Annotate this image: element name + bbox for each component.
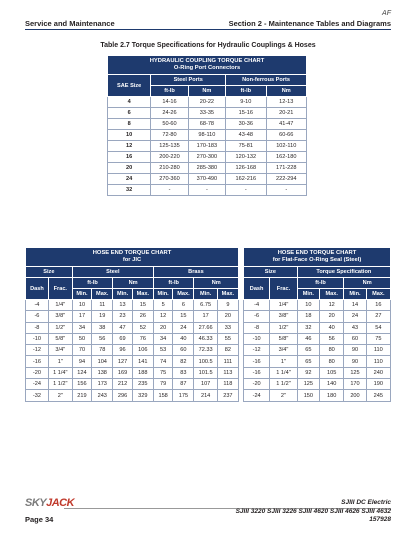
header-section-left: Service and Maintenance [25, 19, 115, 28]
table-row [26, 390, 239, 401]
table-cell: 60-66 [266, 130, 306, 141]
table-cell: 17 [72, 311, 91, 322]
table-cell: 190 [366, 379, 390, 390]
table-cell: 90 [344, 345, 366, 356]
table-cell: 90 [344, 356, 366, 367]
sae-size-header: SAE Size [108, 75, 151, 97]
flatface-table-title: HOSE END TORQUE CHART for Flat-Face O-Ring Seal (Steel) [244, 248, 391, 267]
table-cell: 105 [320, 367, 344, 378]
table-cell: 1 1/4" [48, 367, 72, 378]
table-cell: 3/8" [48, 311, 72, 322]
table-cell: 118 [217, 379, 238, 390]
table-cell: -12 [244, 345, 270, 356]
table-cell: 296 [113, 390, 132, 401]
table-cell: -16 [244, 367, 270, 378]
table-cell: 16 [108, 152, 151, 163]
table-cell: 158 [153, 390, 172, 401]
table-cell: 111 [217, 356, 238, 367]
table-cell: 270-360 [151, 174, 188, 185]
size-header: Size [26, 267, 73, 278]
table-cell: 43-48 [226, 130, 266, 141]
table-cell: 98-110 [188, 130, 225, 141]
table-cell: 19 [92, 311, 113, 322]
min-header: Min. [194, 289, 217, 300]
table-cell: 17 [194, 311, 217, 322]
table-cell: 75-81 [226, 141, 266, 152]
table-cell: 170-183 [188, 141, 225, 152]
table-cell: 10 [72, 300, 91, 311]
page-number: Page 34 [25, 515, 54, 524]
max-header: Max. [366, 289, 390, 300]
table-cell: 100.5 [194, 356, 217, 367]
table-cell: 240 [366, 367, 390, 378]
table-cell: 11 [92, 300, 113, 311]
model-info: SJIII DC Electric SJIII 3220 SJIII 3226 SJIII 4620 SJIII 4626 SJIII 4632 157928 [235, 499, 391, 523]
table-cell: 65 [297, 345, 319, 356]
table-cell: 47 [113, 322, 132, 333]
table-row [108, 119, 307, 130]
table-cell: 24 [173, 322, 194, 333]
table-cell: 14-16 [151, 97, 188, 108]
table-cell: 72-80 [151, 130, 188, 141]
table-cell: 15 [173, 311, 194, 322]
table-cell: 15-16 [226, 108, 266, 119]
jic-table-title: HOSE END TORQUE CHART for JIC [26, 248, 239, 267]
table-cell: - [188, 185, 225, 196]
table-cell: 79 [153, 379, 172, 390]
table-cell: 40 [173, 333, 194, 344]
table-cell: 24-26 [151, 108, 188, 119]
table-cell: 55 [217, 333, 238, 344]
table-caption: Table 2.7 Torque Specifications for Hydraulic Couplings & Hoses [100, 42, 316, 49]
max-header: Max. [173, 289, 194, 300]
table-cell: 212 [113, 379, 132, 390]
table-row [26, 322, 239, 333]
col-header: Nm [113, 278, 154, 289]
table-cell: 80 [320, 345, 344, 356]
table-cell: 75 [153, 367, 172, 378]
table-cell: 27 [366, 311, 390, 322]
col-header: ft-lb [151, 86, 188, 97]
steel-ports-header: Steel Ports [151, 75, 226, 86]
table-cell: 3/4" [270, 345, 297, 356]
table-row [244, 356, 391, 367]
table-cell: 1 1/4" [270, 367, 297, 378]
table-cell: 20 [217, 311, 238, 322]
jic-torque-table [25, 247, 239, 402]
table-cell: 1" [48, 356, 72, 367]
table-cell: 46 [297, 333, 319, 344]
table-cell: 38 [92, 322, 113, 333]
header-divider [25, 29, 391, 30]
table-cell: 24 [108, 174, 151, 185]
table-cell: 235 [132, 379, 153, 390]
oring-table-body [108, 97, 307, 196]
table-cell: 12 [153, 311, 172, 322]
table-cell: 113 [217, 367, 238, 378]
table-cell: - [151, 185, 188, 196]
table-cell: 40 [320, 322, 344, 333]
table-cell: -8 [244, 322, 270, 333]
table-cell: 13 [113, 300, 132, 311]
table-cell: 1/2" [270, 322, 297, 333]
table-cell: 56 [320, 333, 344, 344]
table-row [244, 311, 391, 322]
table-cell: 1/4" [270, 300, 297, 311]
table-cell: 53 [153, 345, 172, 356]
table-cell: 54 [366, 322, 390, 333]
table-cell: 1/2" [48, 322, 72, 333]
table-cell: 126-168 [226, 163, 266, 174]
table-cell: 245 [366, 390, 390, 401]
table-cell: 33-35 [188, 108, 225, 119]
table-cell: 110 [366, 356, 390, 367]
table-cell: 50-60 [151, 119, 188, 130]
table-cell: 200-220 [151, 152, 188, 163]
min-header: Min. [344, 289, 366, 300]
table-cell: -32 [26, 390, 49, 401]
table-cell: 219 [72, 390, 91, 401]
table-cell: 70 [72, 345, 91, 356]
dash-header: Dash [26, 278, 49, 300]
table-cell: 150 [297, 390, 319, 401]
table-cell: 6.75 [194, 300, 217, 311]
table-cell: 1/4" [48, 300, 72, 311]
table-row [26, 367, 239, 378]
table-row [26, 356, 239, 367]
table-cell: 52 [132, 322, 153, 333]
table-row [108, 174, 307, 185]
table-cell: 127 [113, 356, 132, 367]
table-cell: 18 [297, 311, 319, 322]
table-cell: 110 [366, 345, 390, 356]
table-cell: 12 [320, 300, 344, 311]
table-cell: 6 [108, 108, 151, 119]
table-cell: 34 [153, 333, 172, 344]
table-cell: 243 [92, 390, 113, 401]
table-cell: -20 [244, 379, 270, 390]
table-cell: 68-78 [188, 119, 225, 130]
table-cell: 5/8" [270, 333, 297, 344]
min-header: Min. [297, 289, 319, 300]
table-cell: 170 [344, 379, 366, 390]
table-cell: 175 [173, 390, 194, 401]
table-cell: 46.33 [194, 333, 217, 344]
frac-header: Frac. [48, 278, 72, 300]
table-cell: 16 [366, 300, 390, 311]
table-cell: 24 [344, 311, 366, 322]
table-cell: -6 [26, 311, 49, 322]
table-row [26, 333, 239, 344]
table-cell: 171-228 [266, 163, 306, 174]
table-cell: -10 [26, 333, 49, 344]
header-tag: AF [382, 10, 391, 17]
table-cell: -12 [26, 345, 49, 356]
table-cell: 43 [344, 322, 366, 333]
max-header: Max. [320, 289, 344, 300]
table-cell: 162-216 [226, 174, 266, 185]
table-cell: 30-36 [226, 119, 266, 130]
max-header: Max. [92, 289, 113, 300]
oring-torque-table [107, 55, 307, 196]
table-cell: 34 [72, 322, 91, 333]
oring-table-title: HYDRAULIC COUPLING TORQUE CHART O-Ring Port Connectors [108, 56, 307, 75]
table-cell: 78 [92, 345, 113, 356]
table-cell: -8 [26, 322, 49, 333]
table-cell: 106 [132, 345, 153, 356]
table-row [26, 379, 239, 390]
table-cell: 141 [132, 356, 153, 367]
table-cell: 6 [173, 300, 194, 311]
max-header: Max. [132, 289, 153, 300]
brass-header: Brass [153, 267, 238, 278]
table-cell: 41-47 [266, 119, 306, 130]
col-header: Nm [194, 278, 239, 289]
table-cell: 125 [297, 379, 319, 390]
table-cell: -24 [244, 390, 270, 401]
table-cell: 87 [173, 379, 194, 390]
table-cell: 72.33 [194, 345, 217, 356]
table-cell: -24 [26, 379, 49, 390]
table-cell: 101.5 [194, 367, 217, 378]
header-section-right: Section 2 - Maintenance Tables and Diagrams [228, 19, 391, 28]
table-cell: 173 [92, 379, 113, 390]
table-cell: 120-132 [226, 152, 266, 163]
table-row [244, 333, 391, 344]
table-cell: 8 [108, 119, 151, 130]
table-cell: 107 [194, 379, 217, 390]
table-cell: 124 [72, 367, 91, 378]
min-header: Min. [153, 289, 172, 300]
table-cell: 1 1/2" [270, 379, 297, 390]
table-cell: 27.66 [194, 322, 217, 333]
table-cell: 4 [108, 97, 151, 108]
table-cell: 23 [113, 311, 132, 322]
table-cell: - [266, 185, 306, 196]
nonferrous-ports-header: Non-ferrous Ports [226, 75, 307, 86]
table-cell: -10 [244, 333, 270, 344]
table-cell: 60 [173, 345, 194, 356]
table-cell: 2" [270, 390, 297, 401]
table-cell: 237 [217, 390, 238, 401]
table-cell: 32 [297, 322, 319, 333]
table-row [108, 141, 307, 152]
table-row [244, 379, 391, 390]
skyjack-logo: SKYJACK [25, 497, 75, 509]
table-cell: 82 [173, 356, 194, 367]
table-cell: 138 [92, 367, 113, 378]
col-header: ft-lb [72, 278, 113, 289]
table-cell: 180 [320, 390, 344, 401]
max-header: Max. [217, 289, 238, 300]
table-cell: -16 [244, 356, 270, 367]
min-header: Min. [113, 289, 132, 300]
table-cell: 20 [108, 163, 151, 174]
table-cell: 76 [132, 333, 153, 344]
table-cell: 14 [344, 300, 366, 311]
col-header: Nm [188, 86, 225, 97]
table-cell: 69 [113, 333, 132, 344]
table-row [244, 367, 391, 378]
table-cell: 2" [48, 390, 72, 401]
table-cell: 20-22 [188, 97, 225, 108]
table-row [26, 311, 239, 322]
table-cell: 156 [72, 379, 91, 390]
table-cell: 140 [320, 379, 344, 390]
table-cell: 125-135 [151, 141, 188, 152]
table-cell: 5/8" [48, 333, 72, 344]
col-header: ft-lb [226, 86, 266, 97]
table-cell: 9-10 [226, 97, 266, 108]
table-cell: 33 [217, 322, 238, 333]
table-row [244, 345, 391, 356]
table-row [244, 322, 391, 333]
table-cell: 10 [297, 300, 319, 311]
table-cell: 32 [108, 185, 151, 196]
table-cell: 214 [194, 390, 217, 401]
table-cell: -6 [244, 311, 270, 322]
table-cell: 20 [153, 322, 172, 333]
size-header: Size [244, 267, 298, 278]
table-cell: 3/8" [270, 311, 297, 322]
table-row [244, 300, 391, 311]
table-cell: 3/4" [48, 345, 72, 356]
table-cell: -4 [26, 300, 49, 311]
table-cell: 104 [92, 356, 113, 367]
table-cell: 169 [113, 367, 132, 378]
table-cell: 102-110 [266, 141, 306, 152]
table-row [26, 300, 239, 311]
table-cell: 222-294 [266, 174, 306, 185]
table-cell: 74 [153, 356, 172, 367]
table-cell: -4 [244, 300, 270, 311]
table-cell: 162-180 [266, 152, 306, 163]
table-cell: 65 [297, 356, 319, 367]
table-cell: 9 [217, 300, 238, 311]
frac-header: Frac. [270, 278, 297, 300]
table-cell: 60 [344, 333, 366, 344]
table-cell: 210-280 [151, 163, 188, 174]
table-row [108, 152, 307, 163]
jic-table-body [26, 300, 239, 402]
table-row [108, 163, 307, 174]
dash-header: Dash [244, 278, 270, 300]
table-cell: 82 [217, 345, 238, 356]
table-row [108, 97, 307, 108]
table-cell: 370-490 [188, 174, 225, 185]
table-row [244, 390, 391, 401]
torque-spec-header: Torque Specification [297, 267, 390, 278]
table-cell: 94 [72, 356, 91, 367]
table-cell: 188 [132, 367, 153, 378]
table-cell: 200 [344, 390, 366, 401]
table-cell: 270-300 [188, 152, 225, 163]
col-header: Nm [344, 278, 391, 289]
table-cell: 75 [366, 333, 390, 344]
min-header: Min. [72, 289, 91, 300]
table-cell: 5 [153, 300, 172, 311]
table-cell: 12-13 [266, 97, 306, 108]
table-cell: -20 [26, 367, 49, 378]
table-cell: 285-380 [188, 163, 225, 174]
table-cell: 50 [72, 333, 91, 344]
col-header: Nm [266, 86, 306, 97]
table-cell: 1" [270, 356, 297, 367]
table-cell: 56 [92, 333, 113, 344]
table-cell: 80 [320, 356, 344, 367]
flatface-torque-table [243, 247, 391, 402]
table-row [108, 108, 307, 119]
table-row [108, 130, 307, 141]
table-cell: 1 1/2" [48, 379, 72, 390]
col-header: ft-lb [297, 278, 344, 289]
flatface-table-body [244, 300, 391, 402]
col-header: ft-lb [153, 278, 194, 289]
table-cell: 20-21 [266, 108, 306, 119]
table-cell: 12 [108, 141, 151, 152]
table-cell: 26 [132, 311, 153, 322]
table-cell: 96 [113, 345, 132, 356]
steel-header: Steel [72, 267, 153, 278]
table-cell: 20 [320, 311, 344, 322]
table-cell: 125 [344, 367, 366, 378]
table-cell: 15 [132, 300, 153, 311]
table-cell: - [226, 185, 266, 196]
table-cell: 92 [297, 367, 319, 378]
table-cell: 83 [173, 367, 194, 378]
table-cell: 10 [108, 130, 151, 141]
table-row [108, 185, 307, 196]
table-row [26, 345, 239, 356]
table-cell: 329 [132, 390, 153, 401]
table-cell: -16 [26, 356, 49, 367]
